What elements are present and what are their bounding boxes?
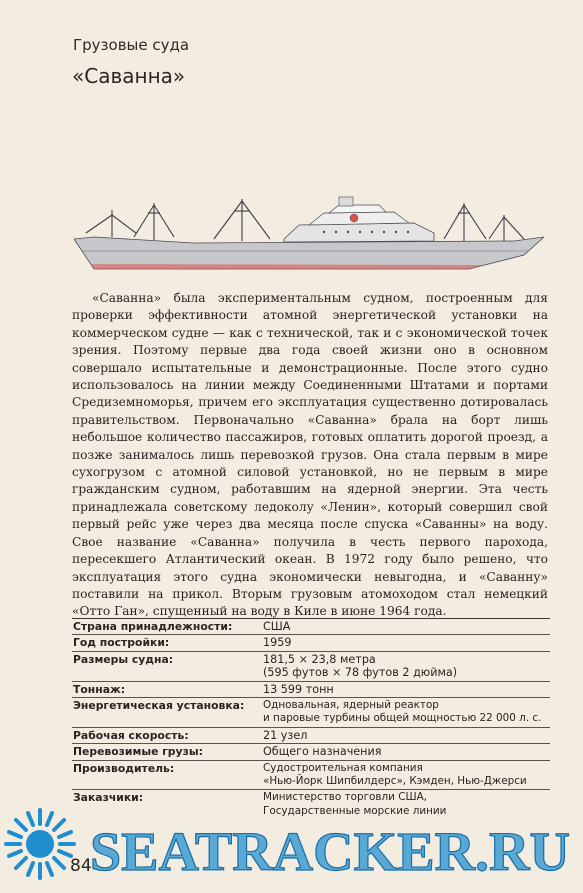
spec-value: США [263,620,291,633]
spec-value [263,653,550,680]
spec-label: Страна принадлежности: [73,620,233,633]
spec-row-speed [72,728,550,744]
specs-table [72,618,550,819]
article-paragraph: «Саванна» была экспериментальным судном, построенным для проверки эффективности атомной энергетической установки на коммерческом судне — как с технической, так и с экономической точек зрения. Поэтому первые два года своей жизни оно в основном совершало испытательные и демонстрационные. После этого судно использовалось на линии между Соединенными Штатами и портами Средиземноморья, причем его эксплуатация существенно дотировалась правительством. Первоначально «Саванна» брала на борт лишь небольшое количество пассажиров, готовых оплатить дорогой проезд, а позже занималось лишь перевозкой грузов. Она стала первым в мире сухогрузом с атомной силовой установкой, но не первым в мире гражданским судном, работавшим на ядерной энергии. Эта честь принадлежала советскому ледоколу «Ленин», который совершил свой первый рейс уже через два месяца после спуска «Саванны» на воду. Свое название «Саванна» получила в честь первого парохода, пересекшего Атлантический океан. В 1972 году было решено, что эксплуатация этого судна экономически невыгодна, и «Саванну» поставили на прикол. Вторым грузовым атомоходом стал немецкий «Отто Ган», спущенный на воду в Киле в июне 1964 года. [72,291,548,619]
spec-value [263,762,550,789]
spec-label: Энергетическая установка: [73,699,245,713]
watermark-logo [0,800,583,893]
spec-value-line: и паровые турбины общей мощностью 22 000 л. с. [263,712,542,725]
page-title: «Саванна» [72,64,186,88]
spec-label: Заказчики: [73,791,144,805]
spec-label: Год постройки: [73,636,170,650]
article-text [72,290,548,621]
spec-value: 21 узел [263,728,308,742]
section-heading: Грузовые суда [73,36,190,54]
spec-value-line: Государственные морские линии [263,804,447,817]
spec-label: Рабочая скорость: [73,728,189,742]
spec-value-line: (595 футов × 78 футов 2 дюйма) [263,666,458,680]
spec-label: Размеры судна: [73,652,174,666]
spec-label: Производитель: [73,761,175,775]
spec-label: Тоннаж: [73,682,126,696]
spec-row-power [72,698,550,728]
watermark-text: SEATRACKER.RU [90,821,570,882]
spec-row-year [72,635,550,651]
spec-row-country [72,619,550,635]
spec-value: 1959 [263,636,292,650]
sun-icon [6,810,74,878]
spec-value-line: 181,5 × 23,8 метра [263,652,376,666]
spec-value-line: Одновальная, ядерный реактор [263,699,439,712]
spec-value-line: «Нью-Йорк Шипбилдерс», Кэмден, Нью-Джерси [263,775,527,788]
spec-row-cargo [72,744,550,760]
page-number: 84 [70,856,92,876]
spec-row-maker [72,761,550,791]
spec-value [263,699,550,726]
spec-value-line: Министерство торговли США, [263,791,427,804]
spec-row-tonnage [72,682,550,698]
spec-row-size [72,652,550,682]
spec-value-line: Судостроительная компания [263,761,423,774]
spec-value: 13 599 тонн [263,682,334,696]
spec-value: Общего назначения [263,745,382,759]
spec-label: Перевозимые грузы: [73,745,203,759]
ship-illustration [74,185,544,285]
